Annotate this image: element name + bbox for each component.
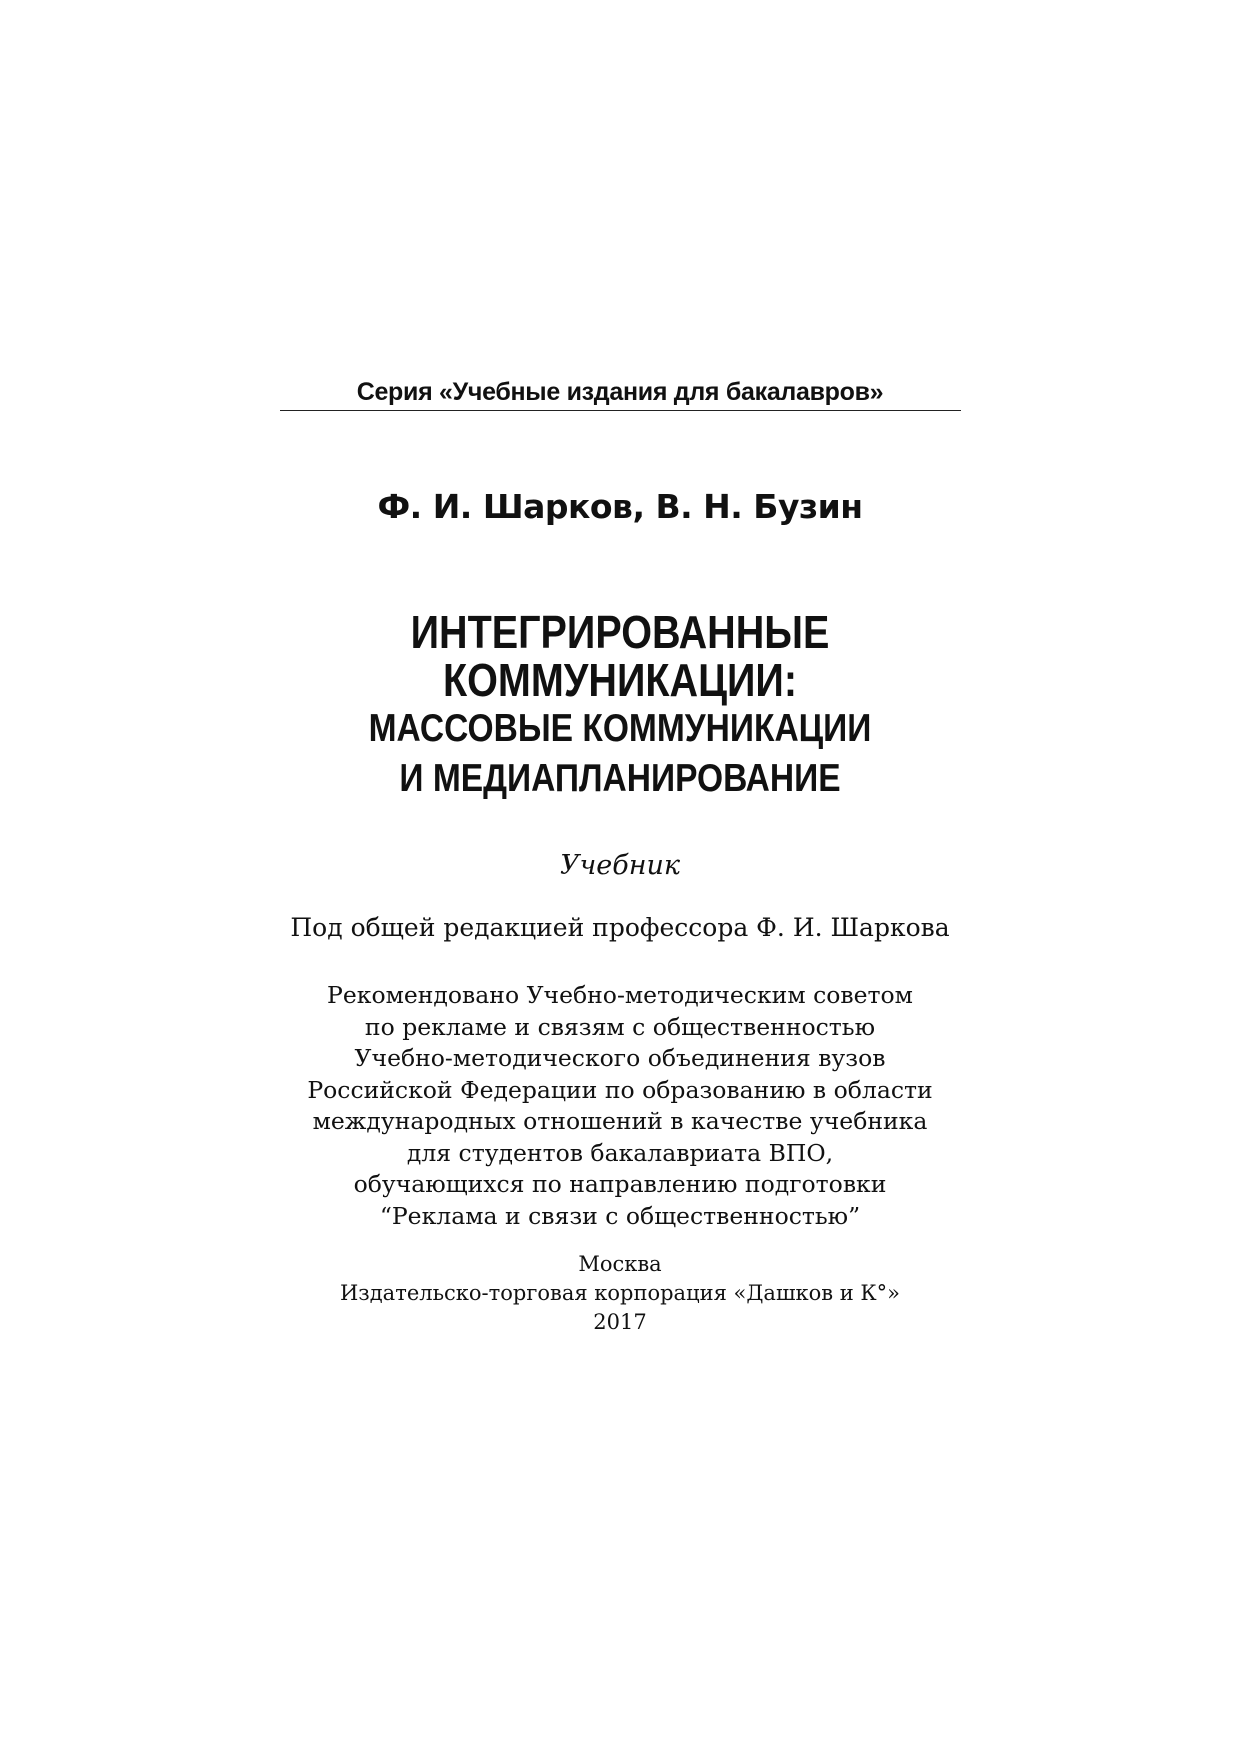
imprint-block xyxy=(240,1250,1000,1337)
recommendation-line: Рекомендовано Учебно-методическим советом xyxy=(327,981,913,1009)
recommendation-line: обучающихся по направлению подготовки xyxy=(353,1170,887,1198)
recommendation-line: международных отношений в качестве учебника xyxy=(312,1107,928,1135)
recommendation-line: по рекламе и связям с общественностью xyxy=(364,1012,876,1041)
imprint-publisher: Издательско-торговая корпорация «Дашков и К°» xyxy=(339,1281,901,1305)
recommendation-line: “Реклама и связи с общественностью” xyxy=(379,1201,861,1230)
book-title xyxy=(276,608,964,804)
subtitle-line-2: И МЕДИАПЛАНИРОВАНИЕ xyxy=(399,757,841,800)
editor-line: Под общей редакцией профессора Ф. И. Шаркова xyxy=(290,913,950,942)
title-line-2: КОММУНИКАЦИИ: xyxy=(442,654,798,706)
recommendation-line: Российской Федерации по образованию в области xyxy=(307,1075,933,1104)
series-divider xyxy=(280,410,961,411)
series-name: Серия «Учебные издания для бакалавров» xyxy=(356,378,884,406)
recommendation-block xyxy=(240,980,1000,1232)
book-genre: Учебник xyxy=(559,850,681,881)
recommendation-line: для студентов бакалавриата ВПО, xyxy=(406,1138,834,1167)
title-line-1: ИНТЕГРИРОВАННЫЕ xyxy=(410,606,830,658)
subtitle-line-1: МАССОВЫЕ КОММУНИКАЦИИ xyxy=(368,707,872,750)
imprint-city: Москва xyxy=(578,1252,662,1276)
recommendation-line: Учебно-методического объединения вузов xyxy=(354,1044,886,1072)
imprint-year: 2017 xyxy=(593,1310,647,1334)
authors: Ф. И. Шарков, В. Н. Бузин xyxy=(377,487,863,526)
